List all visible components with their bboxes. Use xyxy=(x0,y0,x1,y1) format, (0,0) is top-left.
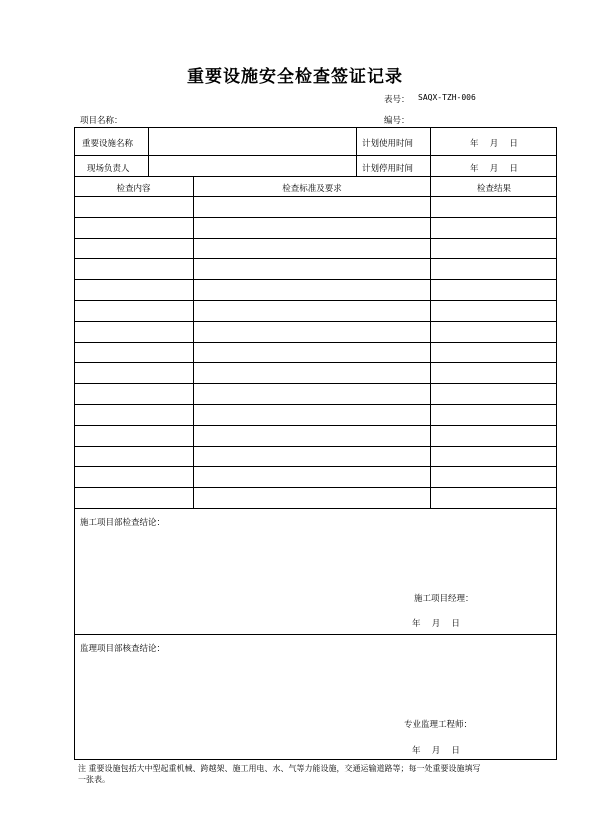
table-row xyxy=(74,279,557,280)
supervision-conclusion-field[interactable] xyxy=(80,656,550,711)
project-name-label: 项目名称： xyxy=(80,116,123,126)
construction-conclusion-label: 施工项目部检查结论： xyxy=(80,518,166,528)
table-row xyxy=(74,321,557,322)
supervision-conclusion-label: 监理项目部核查结论： xyxy=(80,644,166,654)
site-person-label: 现场负责人 xyxy=(87,164,130,174)
form-number-value: SAQX-TZH-006 xyxy=(418,93,476,102)
table-row xyxy=(74,383,557,384)
table-row xyxy=(74,466,557,467)
planned-stop-date-field[interactable]: 年 月 日 xyxy=(470,164,518,174)
site-person-field[interactable] xyxy=(150,157,355,175)
divider xyxy=(74,176,557,177)
column-header-content: 检查内容 xyxy=(116,184,151,194)
table-row xyxy=(74,425,557,426)
divider xyxy=(430,128,431,176)
planned-use-date-field[interactable]: 年 月 日 xyxy=(470,139,518,149)
facility-name-field[interactable] xyxy=(150,129,355,154)
page-title: 重要设施安全检查签证记录 xyxy=(187,67,403,87)
construction-signoff-date[interactable]: 年 月 日 xyxy=(412,619,460,629)
table-row xyxy=(74,238,557,239)
divider xyxy=(74,634,557,635)
table-row xyxy=(74,196,557,197)
form-number-label: 表号： xyxy=(384,95,410,105)
footnote-line-2: 一张表。 xyxy=(78,775,110,784)
table-row xyxy=(74,342,557,343)
serial-number-label: 编号： xyxy=(384,116,410,126)
divider xyxy=(148,128,149,176)
planned-stop-time-label: 计划停用时间 xyxy=(362,164,414,174)
column-header-standard: 检查标准及要求 xyxy=(282,184,342,194)
column-header-result: 检查结果 xyxy=(476,184,511,194)
table-row xyxy=(74,258,557,259)
table-row xyxy=(74,217,557,218)
table-row xyxy=(74,362,557,363)
supervision-signoff-date[interactable]: 年 月 日 xyxy=(412,746,460,756)
planned-use-time-label: 计划使用时间 xyxy=(362,139,414,149)
divider xyxy=(74,155,557,156)
table-row xyxy=(74,404,557,405)
footnote-line-1: 注 重要设施包括大中型起重机械、跨越架、施工用电、水、气等力能设施，交通运输道路等；每一处重要设施填写 xyxy=(78,764,481,773)
table-row xyxy=(74,487,557,488)
divider xyxy=(74,508,557,509)
table-row xyxy=(74,300,557,301)
supervising-engineer-label: 专业监理工程师： xyxy=(404,720,473,730)
construction-conclusion-field[interactable] xyxy=(80,530,550,585)
table-row xyxy=(74,446,557,447)
divider xyxy=(356,128,357,176)
facility-name-label: 重要设施名称 xyxy=(82,139,134,149)
construction-manager-label: 施工项目经理： xyxy=(414,594,474,604)
